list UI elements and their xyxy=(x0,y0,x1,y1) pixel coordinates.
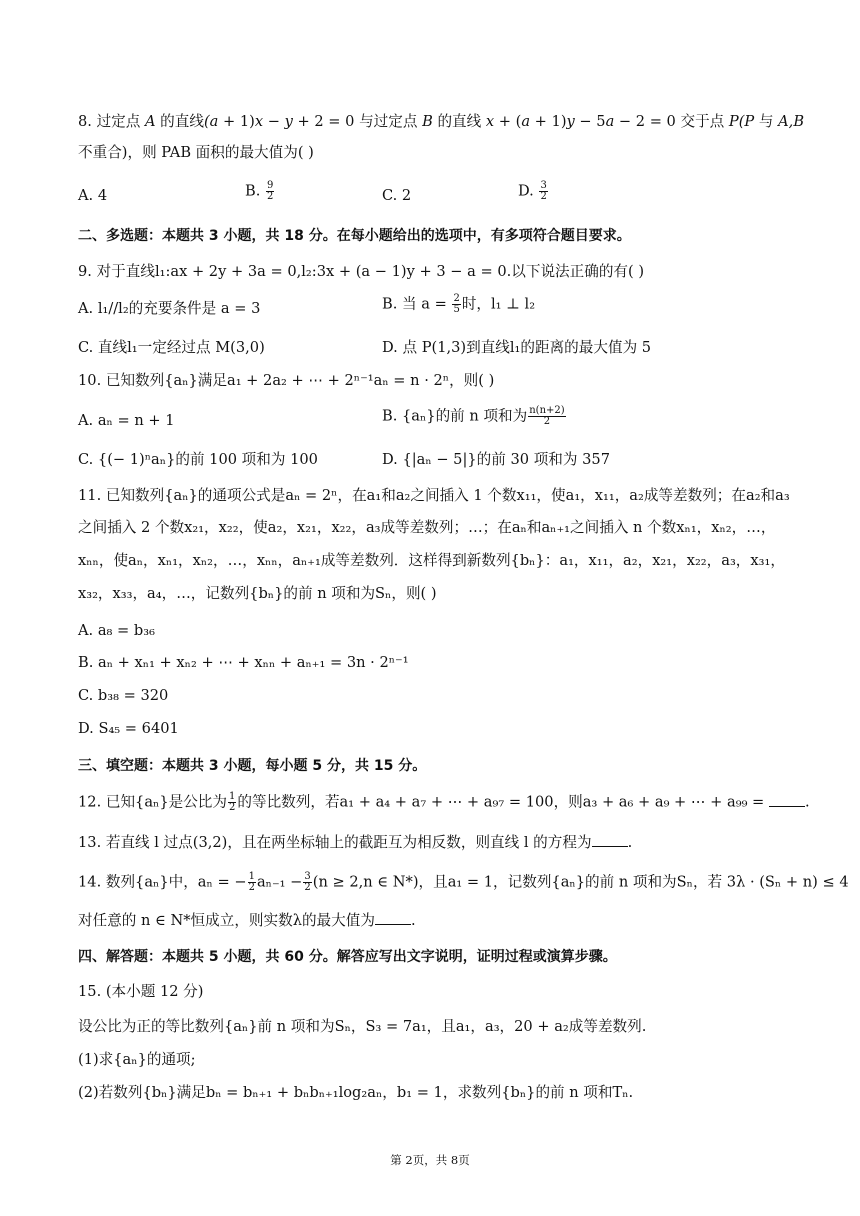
q15-heading: 15. (本小题 12 分) xyxy=(78,983,204,1000)
q12-line: 12. 已知{aₙ}是公比为 $\frac{1}{2}$ 的等比数列，若a₁ + a₄ + a₇ + ⋯ + a₉₇ = 100，则a₃ + a₆ + a₉ + ⋯ + a₉₉ = . xyxy=(78,791,810,813)
fraction: $\frac{1}{2}$ xyxy=(229,791,236,813)
section-2-heading: 二、多选题：本题共 3 小题，共 18 分。在每小题给出的选项中，有多项符合题目要求。 xyxy=(78,228,631,244)
page-number: 第 2页，共 8页 xyxy=(390,1153,470,1167)
q11-option-a: A. a₈ = b₃₆ xyxy=(78,622,155,639)
q14-line-1: 14. 数列{aₙ}中，aₙ = − $\frac{1}{2}$ aₙ₋₁ − $\frac{3}{2}$ (n ≥ 2,n ∈ N*)，且a₁ = 1，记数列{aₙ}的前 n 项和为Sₙ，若 3λ · (Sₙ + n) ≤ 4 xyxy=(78,871,849,893)
q9-option-b: B. 当 a = $\frac{2}{5}$ 时，l₁ ⊥ l₂ xyxy=(382,293,536,315)
answer-blank[interactable] xyxy=(769,794,805,807)
fraction: $\frac{9}{2}$ xyxy=(267,180,274,202)
q11-option-d: D. S₄₅ = 6401 xyxy=(78,720,179,737)
q10-stem: 10. 已知数列{aₙ}满足a₁ + 2a₂ + ⋯ + 2ⁿ⁻¹aₙ = n · 2ⁿ，则( ) xyxy=(78,372,495,389)
q8-option-a: A. 4 xyxy=(78,187,108,204)
q11-line-2: 之间插入 2 个数x₂₁，x₂₂，使a₂，x₂₁，x₂₂，a₃成等差数列；…；在aₙ和aₙ₊₁之间插入 n 个数xₙ₁，xₙ₂，…， xyxy=(78,519,776,536)
q8-line-1: 8. 过定点 A 的直线(a + 1)x − y + 2 = 0 与过定点 B 的直线 x + (a + 1)y − 5a − 2 = 0 交于点 P(P 与 A,B xyxy=(78,113,805,130)
q9-option-c: C. 直线l₁一定经过点 M(3,0) xyxy=(78,339,265,356)
q10-option-d: D. {|aₙ − 5|}的前 30 项和为 357 xyxy=(382,451,610,468)
q10-option-c: C. {(− 1)ⁿaₙ}的前 100 项和为 100 xyxy=(78,451,318,468)
q9-option-a: A. l₁//l₂的充要条件是 a = 3 xyxy=(78,300,261,317)
fraction: $\frac{3}{2}$ xyxy=(304,871,311,893)
q8-text: 与过定点 xyxy=(354,113,423,130)
q15-part-1: (1)求{aₙ}的通项; xyxy=(78,1051,196,1068)
q11-line-1: 11. 已知数列{aₙ}的通项公式是aₙ = 2ⁿ，在a₁和a₂之间插入 1 个数x₁₁，使a₁，x₁₁，a₂成等差数列；在a₂和a₃ xyxy=(78,487,790,504)
fraction: $\frac{n(n+2)}{2}$ xyxy=(529,405,565,427)
q8-option-b: B. $\frac{9}{2}$ xyxy=(245,180,274,202)
q11-option-c: C. b₃₈ = 320 xyxy=(78,687,169,704)
q15-stem: 设公比为正的等比数列{aₙ}前 n 项和为Sₙ，S₃ = 7a₁，且a₁，a₃，20 + a₂成等差数列. xyxy=(78,1018,647,1035)
q11-line-4: x₃₂，x₃₃，a₄，…，记数列{bₙ}的前 n 项和为Sₙ，则( ) xyxy=(78,585,437,602)
q8-text: 交于点 xyxy=(675,113,729,130)
section-4-heading: 四、解答题：本题共 5 小题，共 60 分。解答应写出文字说明，证明过程或演算步骤。 xyxy=(78,949,617,965)
q9-stem: 9. 对于直线l₁:ax + 2y + 3a = 0,l₂:3x + (a − 1)y + 3 − a = 0.以下说法正确的有( ) xyxy=(78,263,645,280)
q8-option-c: C. 2 xyxy=(382,187,412,204)
q13-line: 13. 若直线 l 过点(3,2)，且在两坐标轴上的截距互为相反数，则直线 l 的方程为 . xyxy=(78,834,633,851)
section-3-heading: 三、填空题：本题共 3 小题，每小题 5 分，共 15 分。 xyxy=(78,758,427,774)
q8-option-d: D. $\frac{3}{2}$ xyxy=(518,180,547,202)
q14-line-2: 对任意的 n ∈ N*恒成立，则实数λ的最大值为 . xyxy=(78,912,416,929)
answer-blank[interactable] xyxy=(375,912,411,925)
q8-text: 的直线 xyxy=(155,113,204,130)
q11-line-3: xₙₙ，使aₙ，xₙ₁，xₙ₂，…，xₙₙ，aₙ₊₁成等差数列．这样得到新数列{bₙ}：a₁，x₁₁，a₂，x₂₁，x₂₂，a₃，x₃₁， xyxy=(78,552,785,569)
fraction: $\frac{1}{2}$ xyxy=(248,871,255,893)
q15-part-2: (2)若数列{bₙ}满足bₙ = bₙ₊₁ + bₙbₙ₊₁log₂aₙ，b₁ = 1，求数列{bₙ}的前 n 项和Tₙ. xyxy=(78,1084,634,1101)
fraction: $\frac{3}{2}$ xyxy=(540,180,547,202)
answer-blank[interactable] xyxy=(592,834,628,847)
q10-option-b: B. {aₙ}的前 n 项和为 $\frac{n(n+2)}{2}$ xyxy=(382,405,565,427)
q8-line-2: 不重合)，则 PAB 面积的最大值为( ) xyxy=(78,144,314,161)
q8-text: 的直线 xyxy=(432,113,486,130)
q8-text: 8. 过定点 xyxy=(78,113,145,130)
q11-option-b: B. aₙ + xₙ₁ + xₙ₂ + ⋯ + xₙₙ + aₙ₊₁ = 3n · 2ⁿ⁻¹ xyxy=(78,654,409,671)
fraction: $\frac{2}{5}$ xyxy=(453,293,460,315)
q9-option-d: D. 点 P(1,3)到直线l₁的距离的最大值为 5 xyxy=(382,339,652,356)
q10-option-a: A. aₙ = n + 1 xyxy=(78,412,175,429)
